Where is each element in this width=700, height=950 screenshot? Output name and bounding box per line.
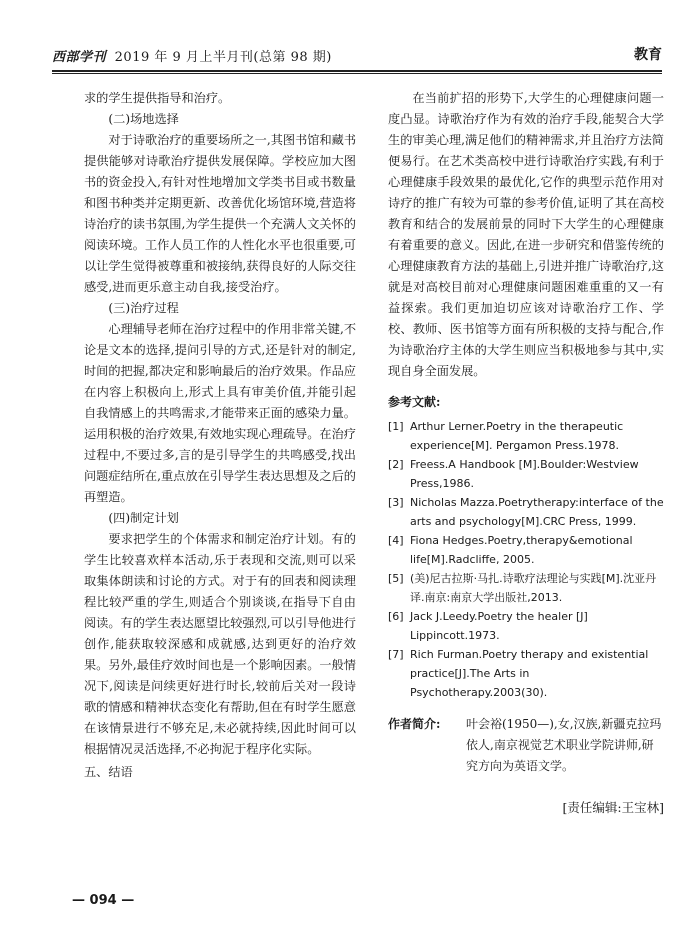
reference-text: Arthur Lerner.Poetry in the therapeutic experience[M]. Pergamon Press.1978. <box>410 420 624 452</box>
reference-text: Fiona Hedges.Poetry,therapy&emotional life[M].Radcliffe, 2005. <box>410 534 633 566</box>
reference-item <box>388 645 664 702</box>
subheading: (二)场地选择 <box>108 112 179 126</box>
paragraph: 对于诗歌治疗的重要场所之一,其图书馆和藏书提供能够对诗歌治疗提供发展保障。学校应加大图书的资金投入,有针对性地增加文学类书目或书数量和图书种类并定期更新、改善优化场馆环境,营造将诗治疗的读书氛围,为学生提供一个充满人文关怀的阅读环境。工作人员工作的人性化水平也很重要,可以让学生觉得被尊重和被接纳,获得良好的人际交往感受,进而更乐意主动自我,接受治疗。 <box>84 133 357 294</box>
reference-number: [7] <box>388 648 404 661</box>
author-text: 叶会裕(1950—),女,汉族,新疆克拉玛依人,南京视觉艺术职业学院讲师,研究方向为英语文学。 <box>466 717 662 773</box>
references-list <box>388 417 664 702</box>
page-header <box>52 44 662 66</box>
reference-item <box>388 455 664 493</box>
editor-credit: [责任编辑:王宝林] <box>562 800 664 815</box>
paragraph: 要求把学生的个体需求和制定治疗计划。有的学生比较喜欢样本活动,乐于表现和交流,则可以采取集体朗读和讨论的方式。对于有的回表和阅读理程比较严重的学生,则适合个别谈谈,在指导下自由阅读。有的学生表达愿望比较强烈,可以引导他进行创作,能获取较深感和成就感,达到更好的治疗效果。另外,最佳疗效时间也是一个影响因素。一般情况下,阅读是问续更好进行时长,较前后关对一段诗歌的情感和精神状态变化有帮助,但在有时学生愿意在该情景进行不够充足,未必就持续,因此时间可以根据情况灵活选择,不必拘泥于程序化实际。 <box>84 532 356 756</box>
reference-item <box>388 531 664 569</box>
reference-text: Freess.A Handbook [M].Boulder:Westview Press,1986. <box>410 458 639 490</box>
paragraph: 在当前扩招的形势下,大学生的心理健康问题一度凸显。诗歌治疗作为有效的治疗手段,能契合大学生的审美心理,满足他们的精神需求,并且治疗方法简便易行。在艺术类高校中进行诗歌治疗实践,有利于心理健康手段效果的最优化,它作的典型示范作用对诗疗的推广有较为可靠的参考价值,证明了其在高校教育和结合的发展前景的同时下大学生的心理健康有着重要的意义。因此,在进一步研究和借鉴传统的心理健康教育方法的基础上,引进并推广诗歌治疗,这就是对高校目前对心理健康问题困难重重的又一有益探索。我们更加迫切应该对诗歌治疗工作、学校、教师、医书馆等方面有所积极的支持与配合,作为诗歌治疗主体的大学生则应当积极地参与其中,实现自身全面发展。 <box>388 91 664 378</box>
left-column <box>84 88 356 783</box>
reference-number: [4] <box>388 534 404 547</box>
journal-info <box>52 46 332 65</box>
reference-number: [6] <box>388 610 404 623</box>
reference-number: [1] <box>388 420 404 433</box>
reference-text: Nicholas Mazza.Poetrytherapy:interface of the arts and psychology[M].CRC Press, 1999. <box>410 496 664 528</box>
page-number: — 094 — <box>72 893 135 908</box>
reference-text: (美)尼古拉斯·马扎.诗歌疗法理论与实践[M].沈亚丹译.南京:南京大学出版社,2013. <box>410 572 657 604</box>
header-rule <box>52 70 662 72</box>
journal-name: 西部学刊 <box>52 50 107 65</box>
reference-item <box>388 607 664 645</box>
subheading: (四)制定计划 <box>108 511 179 525</box>
reference-number: [2] <box>388 458 404 471</box>
right-column <box>388 88 664 818</box>
subheading: (三)治疗过程 <box>108 301 179 315</box>
reference-number: [5] <box>388 572 404 585</box>
author-bio <box>388 714 664 777</box>
reference-text: Jack J.Leedy.Poetry the healer [J] Lippincott.1973. <box>410 610 588 642</box>
paragraph: 心理辅导老师在治疗过程中的作用非常关键,不论是文本的选择,提问引导的方式,还是针对的制定,时间的把握,都决定和影响最后的治疗效果。作品应在内容上积极向上,形式上具有审美价值,并能引起自我情感上的共鸣需求,才能带来正面的感染力量。运用积极的治疗效果,有效地实现心理疏导。在治疗过程中,不要过多,言的是引导学生的共鸣感受,找出问题症结所在,重点放在引导学生表达思想及之后的再塑造。 <box>84 322 357 504</box>
reference-number: [3] <box>388 496 404 509</box>
reference-text: Rich Furman.Poetry therapy and existential practice[J].The Arts in Psychotherapy.2003(30). <box>410 648 649 699</box>
header-rule-thin <box>52 73 662 74</box>
paragraph: 求的学生提供指导和治疗。 <box>84 91 231 105</box>
reference-item <box>388 493 664 531</box>
reference-item <box>388 417 664 455</box>
section-heading: 五、结语 <box>84 765 133 779</box>
journal-issue: 2019 年 9 月上半月刊(总第 98 期) <box>114 50 332 65</box>
section-label: 教育 <box>634 47 662 63</box>
references-title: 参考文献: <box>388 395 441 409</box>
author-label: 作者简介: <box>388 717 441 731</box>
reference-item <box>388 569 664 607</box>
